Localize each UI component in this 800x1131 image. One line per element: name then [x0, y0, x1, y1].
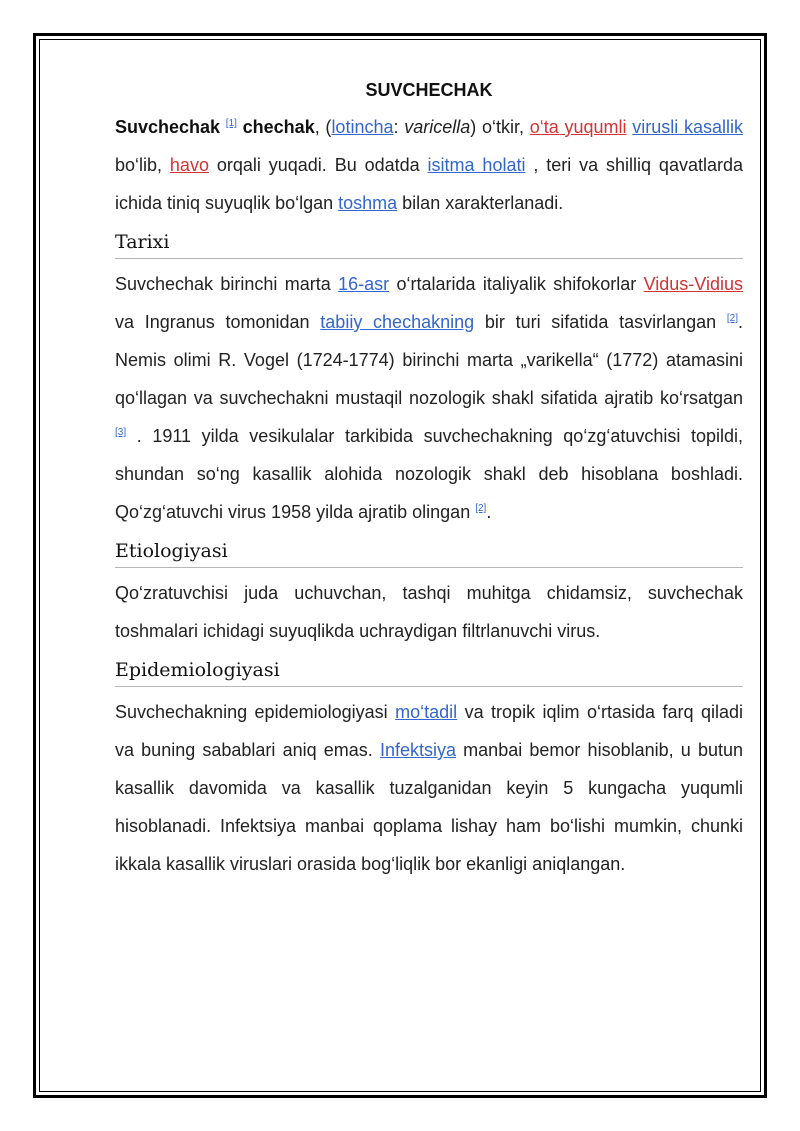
link-ota-yuqumli[interactable]: o‘ta yuqumli: [529, 117, 627, 137]
term-suvchechak: Suvchechak: [115, 117, 221, 137]
text-span: bo‘lib,: [115, 155, 170, 175]
link-lotincha[interactable]: lotincha: [331, 117, 394, 137]
link-isitma-holati[interactable]: isitma holati: [427, 155, 526, 175]
text-span: manbai bemor hisoblanib, u butun kasallik davomida va kasallik tuzalganidan keyin 5 kungacha yuqumli hisoblanadi. Infektsiya manbai qoplama lishay ham bo‘lishi mumkin, chunki ikkala kasallik viruslari orasida bog‘liqlik bor ekanligi aniqlangan.: [115, 740, 743, 874]
ref-2-second-link[interactable]: [2]: [475, 503, 487, 514]
link-motadil[interactable]: mo‘tadil: [395, 702, 458, 722]
section-heading-etiologiyasi: Etiologiyasi: [115, 536, 743, 568]
link-vidus-vidius[interactable]: Vidus-Vidius: [643, 274, 743, 294]
text-span: . Nemis olimi R. Vogel (1724-1774) birinchi marta „varikella“ (1772) atamasini qo‘llagan va suvchechakni mustaqil nozologik shakl sifatida ajratib ko‘rsatgan: [115, 312, 743, 408]
ref-3: [115, 427, 126, 438]
link-16-asr[interactable]: 16-asr: [338, 274, 390, 294]
link-toshma[interactable]: toshma: [338, 193, 398, 213]
latin-term: varicella: [404, 117, 471, 137]
text-span: . 1911 yilda vesikulalar tarkibida suvchechakning qo‘zg‘atuvchisi topildi, shundan so‘ng kasallik alohida nozologik shakl deb hisoblana boshladi. Qo‘zg‘atuvchi virus 1958 yilda ajratib olingan: [115, 426, 743, 522]
term-chechak: chechak: [242, 117, 315, 137]
text-span: :: [393, 117, 405, 137]
etiology-paragraph: Qo‘zratuvchisi juda uchuvchan, tashqi muhitga chidamsiz, suvchechak toshmalari ichidagi suyuqlikda uchraydigan filtrlanuvchi virus.: [115, 583, 743, 641]
ref-1-link[interactable]: [1]: [225, 118, 237, 129]
text-span: Suvchechak birinchi marta: [115, 274, 339, 294]
text-span: , teri va shilliq qavatlarda ichida tiniq suyuqlik bo‘lgan: [115, 155, 743, 213]
text-span: bir turi sifatida tasvirlangan: [474, 312, 727, 332]
text-span: o‘rtalarida italiyalik shifokorlar: [389, 274, 644, 294]
text-span: , (: [314, 117, 332, 137]
text-span: Suvchechakning epidemiologiyasi: [115, 702, 396, 722]
link-virusli-kasallik[interactable]: virusli kasallik: [632, 117, 743, 137]
section-heading-tarixi: Tarixi: [115, 227, 743, 259]
link-tabiiy-chechakning[interactable]: tabiiy chechakning: [320, 312, 475, 332]
text-span: orqali yuqadi. Bu odatda: [208, 155, 428, 175]
epidemiology-paragraph: [115, 693, 743, 883]
page-title: SUVCHECHAK: [365, 80, 493, 100]
text-span: va tropik iqlim o‘rtasida farq qiladi va buning sabablari aniq emas.: [115, 702, 743, 760]
text-span: .: [486, 502, 492, 522]
text-span: va Ingranus tomonidan: [115, 312, 321, 332]
text-span: ) o‘tkir,: [470, 117, 530, 137]
ref-1: [226, 118, 237, 129]
document-body: [115, 72, 743, 1096]
history-paragraph: [115, 265, 743, 531]
ref-2-second: [475, 503, 486, 514]
ref-2-link[interactable]: [2]: [726, 313, 738, 324]
link-infektsiya[interactable]: Infektsiya: [379, 740, 457, 760]
ref-2: [727, 313, 738, 324]
section-heading-epidemiologiyasi: Epidemiologiyasi: [115, 655, 743, 687]
intro-paragraph: [115, 108, 743, 222]
text-span: bilan xarakterlanadi.: [397, 193, 564, 213]
link-havo[interactable]: havo: [169, 155, 209, 175]
ref-3-link[interactable]: [3]: [115, 427, 127, 438]
